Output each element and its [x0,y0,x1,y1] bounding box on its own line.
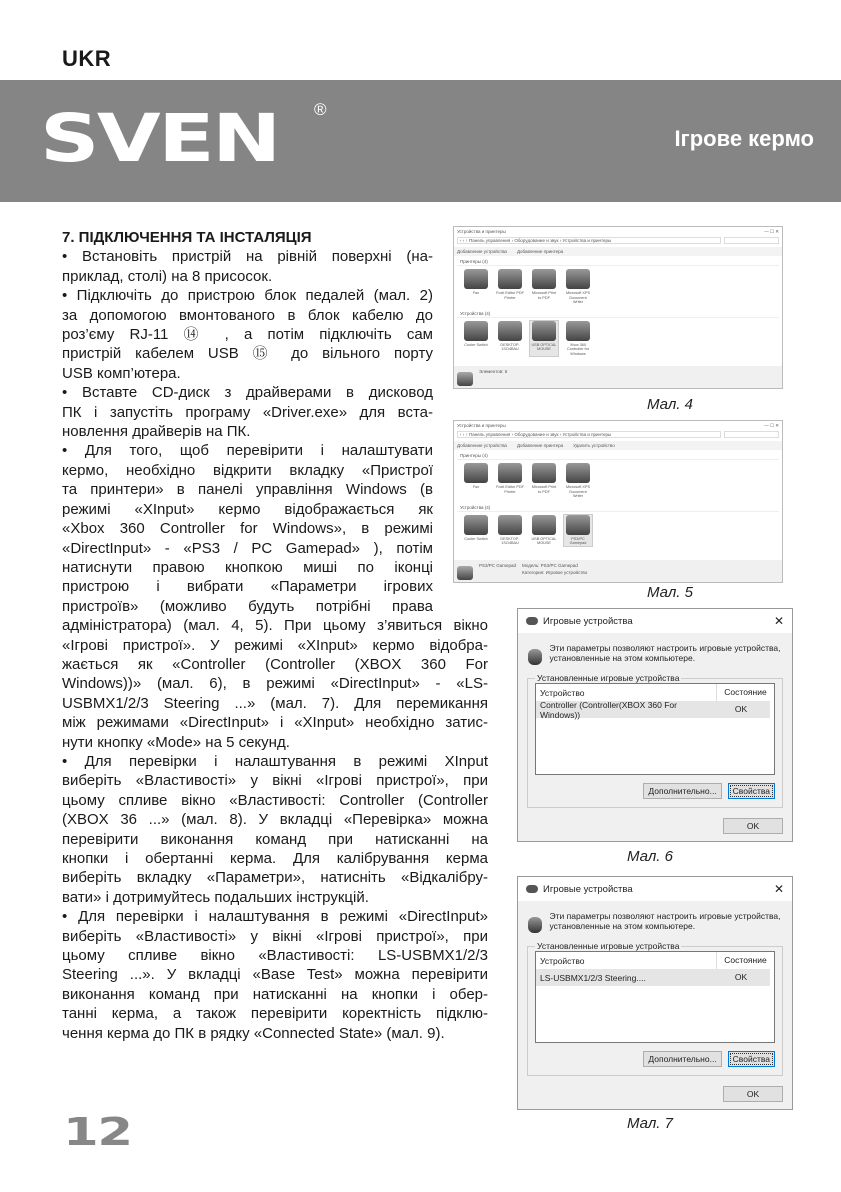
text-line: режимі «XInput» кермо відображається як [62,500,433,518]
text-line: Steering ...». У вкладці «Base Test» можна перевірити [62,966,488,984]
add-printer-button: Добавление принтера [516,443,564,448]
printer-icon [532,269,556,289]
text-line: • Підключіть до пристрою блок педалей (мал. 2) [62,287,433,305]
close-icon: ✕ [773,614,784,628]
printer-icon [498,269,522,289]
devices-table [535,951,775,1043]
switch-icon [464,321,488,341]
properties-button: Свойства [728,783,775,799]
table-row: LS-USBMX1/2/3 Steering.... OK [536,969,770,986]
text-line: • Вставте CD-диск з драйверами в дисковод [62,384,433,402]
text-line: кермо, необхідно відкрити вкладку «Пристрої [62,461,433,479]
printer-icon [532,463,556,483]
window-title: Устройства и принтеры [457,229,506,234]
text-line: • Для перевірки і налаштування в режимі «DirectInput» [62,908,488,926]
text-line: виберіть «Властивості» у вікні «Ігрові пристрої», при [62,927,488,945]
switch-icon [464,515,488,535]
gamepad-icon [526,885,538,893]
printer-icon [566,269,590,289]
text-line: USBMX1/2/3 Steering ...» (мал. 7). Для перемикання [62,694,488,712]
printer-icon [457,372,473,386]
status-text: Элементов: 6 [479,369,508,374]
device-item: USB OPTICAL MOUSE [530,321,558,357]
table-row: Controller (Controller(XBOX 360 For Windows)) OK [536,701,770,718]
gamepad-icon [528,649,542,665]
add-device-button: Добавление устройства [457,249,507,254]
device-item: PS3/PC Gamepad [564,515,592,546]
devices-printers-window-fig5 [453,420,783,583]
text-line: перевірити виконання команд при натисканні на [62,830,488,848]
mouse-icon [532,321,556,341]
text-line: «Ігрові пристрої». У режимі «XInput» кермо відобра- [62,636,488,654]
ok-button: OK [723,818,783,834]
devices-group: Устройства (4) [457,502,779,512]
devices-table [535,683,775,775]
text-line: чення керма до ПК в рядку «Connected State» (мал. 9). [62,1024,445,1042]
window-title: Устройства и принтеры [457,423,506,428]
printer-item: Foxit Editor PDF Printer [496,463,524,499]
text-line: • Для того, щоб перевірити і налаштувати [62,442,433,460]
text-line: цьому спливе вікно «Властивості: Controller (Controller [62,791,488,809]
status-model: Модель: PS3/PC Gamepad [522,563,578,568]
gamepad-icon [566,515,590,535]
advanced-button: Дополнительно... [643,783,721,799]
text-line: вати» і дотримуйтесь подальших інструкцій. [62,888,369,906]
col-state: Состояние [716,952,774,969]
printers-group: Принтеры (4) [457,450,779,460]
laptop-icon [498,515,522,535]
status-category: Категория: Игровое устройство [522,570,588,575]
properties-button: Свойства [728,1051,775,1067]
printer-item: Microsoft Print to PDF [530,463,558,499]
gamepad-icon [526,617,538,625]
gamepad-icon [528,917,542,933]
text-line: • Встановіть пристрій на рівній поверхні (на- [62,248,433,266]
text-line: цьому спливе вікно «Властивості: LS-USBMX1/2/3 [62,947,488,965]
text-line: «Xbox 360 Controller for Windows», в режимі [62,520,433,538]
printers-group: Принтеры (4) [457,256,779,266]
page-number: 12 [63,1110,132,1154]
text-line: кнопки і обертанні керма. Для калібрування керма [62,850,488,867]
printer-item: Fax [462,269,490,305]
devices-printers-window-fig4 [453,226,783,389]
text-line: натиснути правою кнопкою миші по іконці [62,558,433,576]
registered-mark: ® [314,100,327,119]
text-line: та принтери» в панелі управління Windows (в [62,481,433,499]
product-title: Ігрове кермо [674,126,814,151]
printer-icon [464,269,488,289]
mouse-icon [532,515,556,535]
caption-fig4: Мал. 4 [647,396,693,413]
col-device: Устройство [540,955,585,966]
device-item: DESKTOP-1SO4BAU [496,321,524,357]
printer-item: Microsoft Print to PDF [530,269,558,305]
dialog-intro: Эти параметры позволяют настроить игровые устройства, установленные на этом компьютере. [549,643,781,663]
text-line: новлення драйверів на ПК. [62,423,251,441]
window-controls: — ☐ ✕ [764,423,779,428]
game-controllers-dialog-fig6 [517,608,793,842]
text-line: жається як «Controller (Controller (XBOX 360 For [62,655,488,673]
text-line: пристроїв» (можливо будуть потрібні права [62,597,433,615]
body-text [62,228,488,1043]
address-bar: ‹ › ↑ Панель управления › Оборудование и звук › Устройства и принтеры [457,237,721,244]
search-box [724,431,779,438]
text-line: пристрою і вибрати «Параметри ігрових [62,578,433,596]
text-line: танні керма, а також перевірити коректність підклю- [62,1005,488,1023]
device-item: DESKTOP-1SO4BAU [496,515,524,546]
gamepad-icon [566,321,590,341]
gamepad-icon [457,566,473,580]
printer-icon [498,463,522,483]
caption-fig6: Мал. 6 [627,848,673,865]
add-printer-button: Добавление принтера [516,249,564,254]
installed-devices-group: Установленные игровые устройства Устройство Состояние LS-USBMX1/2/3 Steering.... OK Дополнительно... Свойства [527,941,783,1076]
printer-item: Microsoft XPS Document Writer [564,269,592,305]
text-line: адміністратора) (мал. 4, 5). При цьому з’явиться вікно [62,617,488,635]
game-controllers-dialog-fig7 [517,876,793,1110]
installed-devices-group: Установленные игровые устройства Устройство Состояние Controller (Controller(XBOX 360 For Windows)) OK Дополнительно... Свойства [527,673,783,808]
device-item: Xbox 360 Controller for Windows [564,321,592,357]
printer-item: Microsoft XPS Document Writer [564,463,592,499]
col-state: Состояние [716,684,774,701]
text-line: між режимами «DirectInput» і «XInput» необхідно затис- [62,714,488,732]
text-line: «DirectInput» - «PS3 / PC Gamepad» ), потім [62,539,433,557]
printer-icon [464,463,488,483]
printer-item: Foxit Editor PDF Printer [496,269,524,305]
text-line: виберіть вкладку «Параметри», натисніть «Відкалібру- [62,869,488,887]
devices-group: Устройства (4) [457,308,779,318]
text-line: приклад, столі) на 8 присосок. [62,267,273,285]
printer-item: Fax [462,463,490,499]
text-line: за допомогою вмонтованого в блок кабелю до [62,306,433,324]
text-line: • Для перевірки і налаштування в режимі XInput [62,752,488,770]
language-label: UKR [62,46,112,71]
window-controls: — ☐ ✕ [764,229,779,234]
dialog-title: Игровые устройства [543,615,633,627]
device-item: Cooler Switch [462,321,490,357]
sven-logo: SVEN [40,100,279,177]
text-line: ПК і запустіть програму «Driver.exe» для вста- [62,403,433,421]
text-line: нути кнопку «Mode» на 5 секунд. [62,733,290,751]
advanced-button: Дополнительно... [643,1051,721,1067]
text-line: (XBOX 36 ...» (мал. 8). У вкладці «Перевірка» можна [62,811,488,829]
address-bar: ‹ › ↑ Панель управления › Оборудование и звук › Устройства и принтеры [457,431,721,438]
dialog-intro: Эти параметры позволяют настроить игровые устройства, установленные на этом компьютере. [549,911,781,931]
text-line: виконання команд при натисканні на кнопки і обер- [62,985,488,1003]
caption-fig5: Мал. 5 [647,584,693,601]
caption-fig7: Мал. 7 [627,1115,673,1132]
printer-icon [566,463,590,483]
dialog-title: Игровые устройства [543,883,633,895]
text-line: виберіть «Властивості» у вікні «Ігрові пристрої», при [62,772,488,790]
close-icon: ✕ [773,882,784,896]
col-device: Устройство [540,687,585,698]
text-line: пристрій кабелем USB ⑮ до вільного порту [62,345,433,363]
remove-device-button: Удалить устройство [573,443,615,448]
search-box [724,237,779,244]
laptop-icon [498,321,522,341]
text-line: Windows))» (мал. 6), в режимі «DirectInput» - «LS- [62,675,488,693]
add-device-button: Добавление устройства [457,443,507,448]
text-line: USB комп’ютера. [62,364,181,382]
device-item: USB OPTICAL MOUSE [530,515,558,546]
device-item: Cooler Switch [462,515,490,546]
section-heading: 7. ПІДКЛЮЧЕННЯ ТА ІНСТАЛЯЦІЯ [62,229,312,246]
status-device-name: PS3/PC Gamepad [479,563,517,568]
text-line: роз’єму RJ-11 ⑭ , а потім підключіть сам [62,326,433,344]
ok-button: OK [723,1086,783,1102]
